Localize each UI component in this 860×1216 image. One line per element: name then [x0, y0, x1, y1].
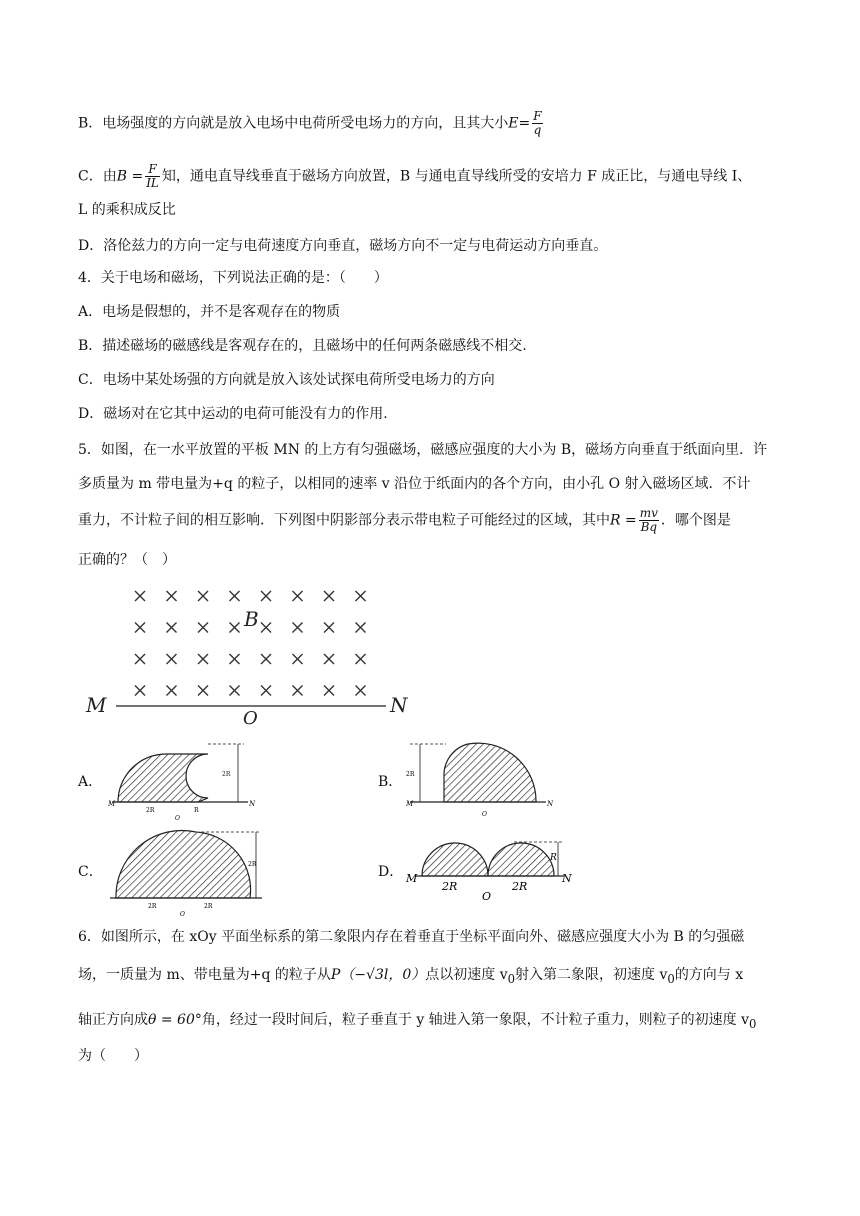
q5-field-figure — [80, 582, 420, 730]
field-cross — [324, 591, 334, 601]
field-cross — [230, 623, 240, 633]
field-cross — [230, 654, 240, 664]
q6-line1: 6．如图所示，在 xOy 平面坐标系的第二象限内存在着垂直于坐标平面向外、磁感应强度大小为 B 的匀强磁 — [78, 929, 745, 945]
option-a-dim-r-h: R — [194, 807, 199, 814]
option-a-region — [118, 754, 208, 802]
option-c-dim-2r-h2: 2R — [204, 903, 213, 910]
q5-line3-pre: 重力，不计粒子间的相互影响．下列图中阴影部分表示带电粒子可能经过的区域，其中 — [78, 512, 610, 529]
q3-c-den: IL — [146, 176, 159, 190]
field-cross — [261, 591, 271, 601]
field-cross — [356, 623, 366, 633]
q3-option-d: D．洛伦兹力的方向一定与电荷速度方向垂直，磁场方向不一定与电荷运动方向垂直。 — [78, 238, 608, 254]
q3-option-c — [78, 163, 751, 190]
field-cross — [135, 686, 145, 696]
label-n: N — [390, 693, 408, 717]
option-b-o: O — [482, 811, 487, 818]
q3-c-pre: C．由 — [78, 168, 117, 185]
field-cross — [261, 654, 271, 664]
field-cross — [135, 623, 145, 633]
q4-option-b: B．描述磁场的磁感线是客观存在的，且磁场中的任何两条磁感线不相交. — [78, 338, 527, 354]
q3-b-den: q — [533, 123, 542, 137]
q5-r-fraction — [639, 507, 659, 534]
q5-option-a-figure — [108, 736, 256, 826]
option-c-o: O — [180, 911, 185, 918]
q4-option-c: C．电场中某处场强的方向就是放入该处试探电荷所受电场力的方向 — [78, 372, 495, 388]
field-cross — [135, 654, 145, 664]
option-b-region — [444, 743, 536, 802]
q3-option-c-line2: L 的乘积成反比 — [78, 202, 176, 218]
q5-line3 — [78, 507, 731, 534]
option-d-region-left — [422, 843, 488, 876]
option-a-m: M — [108, 800, 116, 808]
option-b-n: N — [547, 800, 554, 808]
field-cross — [198, 591, 208, 601]
field-cross — [293, 686, 303, 696]
field-cross — [135, 591, 145, 601]
option-b-dim-2r-v: 2R — [406, 771, 415, 778]
field-cross — [167, 654, 177, 664]
option-d-dim-2r-h2: 2R — [512, 880, 528, 893]
q3-c-post: 知，通电直导线垂直于磁场方向放置，B 与通电直导线所受的安培力 F 成正比，与通电导线 I、 — [161, 168, 752, 185]
option-c-dim-2r-h1: 2R — [148, 903, 157, 910]
field-cross — [293, 654, 303, 664]
q4-stem: 4．关于电场和磁场，下列说法正确的是：（ ） — [78, 270, 388, 286]
field-cross — [324, 686, 334, 696]
q6-line4: 为（ ） — [78, 1048, 148, 1064]
option-d-m: M — [406, 872, 418, 885]
q3-c-fraction — [145, 163, 160, 190]
q3-option-b-text: B．电场强度的方向就是放入电场中电荷所受电场力的方向，且其大小 — [78, 115, 509, 132]
field-cross — [324, 654, 334, 664]
field-cross — [167, 591, 177, 601]
q3-b-formula-lhs: E= — [508, 115, 531, 132]
q5-option-d-label: D． — [378, 864, 404, 880]
field-cross — [356, 591, 366, 601]
q6-sub-0a: 0 — [507, 971, 516, 986]
q3-c-formula-lhs: B = — [116, 168, 144, 185]
q6-line2-mid: 点以初速度 v — [425, 967, 508, 983]
option-c-dim-2r-v: 2R — [248, 861, 257, 868]
q6-point-p: P（−√3l，0） — [330, 967, 426, 983]
field-cross — [230, 686, 240, 696]
option-d-dim-2r-h1: 2R — [442, 880, 458, 893]
field-cross — [261, 686, 271, 696]
field-cross — [167, 623, 177, 633]
q3-b-num: F — [533, 109, 542, 123]
q5-r-den: Bq — [640, 520, 658, 534]
q5-line4: 正确的？（ ） — [78, 552, 176, 568]
q6-theta: θ = 60° — [148, 1012, 202, 1028]
option-d-dim-r-v: R — [550, 853, 557, 863]
q5-option-d-figure — [404, 828, 574, 908]
q5-option-a-label: A． — [78, 774, 103, 790]
field-cross — [198, 654, 208, 664]
field-cross — [356, 686, 366, 696]
field-cross — [261, 623, 271, 633]
field-cross — [293, 623, 303, 633]
q5-option-c-figure — [104, 826, 270, 920]
field-cross — [167, 686, 177, 696]
q6-sub-0b: 0 — [667, 971, 675, 986]
label-o: O — [243, 708, 258, 729]
option-a-n: N — [249, 800, 256, 808]
option-d-region-right — [488, 843, 554, 876]
q5-option-c-label: C． — [78, 864, 103, 880]
field-cross — [356, 654, 366, 664]
q5-r-num: mv — [639, 506, 658, 520]
field-cross — [198, 686, 208, 696]
field-cross — [230, 591, 240, 601]
q6-line2-pre: 场，一质量为 m、带电量为+q 的粒子从 — [78, 967, 331, 983]
q4-option-a: A．电场是假想的，并不是客观存在的物质 — [78, 304, 341, 320]
q6-line3-pre: 轴正方向成 — [78, 1012, 148, 1028]
option-b-m: M — [406, 800, 414, 808]
label-m: M — [86, 693, 107, 717]
q4-option-d: D．磁场对在它其中运动的电荷可能没有力的作用. — [78, 406, 388, 422]
q3-b-fraction — [532, 110, 542, 137]
q5-r-lhs: R = — [610, 512, 637, 529]
q6-line2-post: 的方向与 x — [674, 967, 744, 983]
q5-line1: 5．如图，在一水平放置的平板 MN 的上方有匀强磁场，磁感应强度的大小为 B，磁场方向垂直于纸面向里．许 — [78, 442, 768, 458]
option-d-n: N — [562, 872, 572, 885]
option-a-dim-2r-v: 2R — [222, 771, 231, 778]
option-c-region — [116, 830, 251, 898]
field-label-b: B — [244, 607, 259, 631]
q5-option-b-figure — [406, 736, 554, 826]
q6-line3 — [78, 1010, 756, 1034]
q3-option-b — [78, 110, 545, 137]
q6-line2-mid2: 射入第二象限，初速度 v — [515, 967, 668, 983]
option-d-o: O — [482, 890, 492, 903]
q5-line2: 多质量为 m 带电量为+q 的粒子，以相同的速率 v 沿位于纸面内的各个方向，由小孔 O 射入磁场区域．不计 — [78, 476, 751, 492]
field-cross — [324, 623, 334, 633]
field-cross — [198, 623, 208, 633]
field-cross — [293, 591, 303, 601]
q6-sub-0c: 0 — [749, 1016, 757, 1031]
q5-option-b-label: B． — [378, 774, 403, 790]
option-a-dim-2r-h: 2R — [146, 807, 155, 814]
q6-line2 — [78, 965, 743, 989]
q6-line3-post: 角，经过一段时间后，粒子垂直于 y 轴进入第一象限，不计粒子重力，则粒子的初速度 v — [201, 1012, 750, 1028]
q5-line3-post: ．哪个图是 — [660, 512, 731, 529]
option-a-o: O — [175, 815, 180, 822]
q3-c-num: F — [145, 163, 160, 177]
